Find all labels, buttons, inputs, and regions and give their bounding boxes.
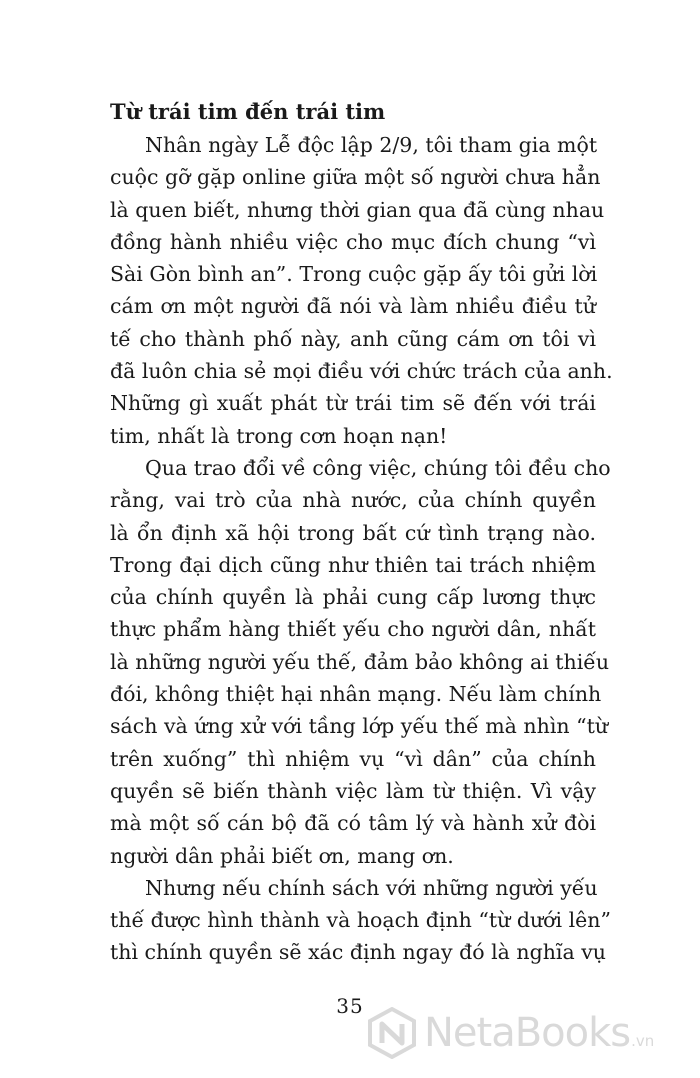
text-line: thế được hình thành và hoạch định “từ dưới lên” bbox=[110, 908, 611, 933]
text-line: tim, nhất là trong cơn hoạn nạn! bbox=[110, 423, 448, 448]
text-line: thì chính quyền sẽ xác định ngay đó là nghĩa vụ bbox=[110, 940, 606, 965]
netabooks-logo-icon bbox=[366, 1007, 418, 1059]
text-line: quyền sẽ biến thành việc làm từ thiện. Vì vậy bbox=[110, 778, 596, 803]
text-line: là quen biết, nhưng thời gian qua đã cùng nhau bbox=[110, 197, 605, 222]
text-line: Nhưng nếu chính sách với những người yếu bbox=[145, 875, 598, 900]
page-text bbox=[110, 98, 613, 969]
text-line: là những người yếu thế, đảm bảo không ai thiếu bbox=[110, 649, 610, 674]
text-line: trên xuống” thì nhiệm vụ “vì dân” của chính bbox=[110, 746, 596, 771]
text-line: cuộc gỡ gặp online giữa một số người chưa hẳn bbox=[110, 165, 601, 190]
text-line: của chính quyền là phải cung cấp lương thực bbox=[110, 585, 596, 610]
text-line: đã luôn chia sẻ mọi điều với chức trách của anh. bbox=[110, 359, 613, 384]
paragraph-1 bbox=[110, 129, 613, 452]
text-line: người dân phải biết ơn, mang ơn. bbox=[110, 843, 454, 868]
text-line: cám ơn một người đã nói và làm nhiều điều tử bbox=[110, 294, 596, 319]
paragraph-3 bbox=[110, 872, 611, 969]
text-line: rằng, vai trò của nhà nước, của chính quyền bbox=[110, 488, 596, 513]
text-line: Trong đại dịch cũng như thiên tai trách nhiệm bbox=[110, 552, 596, 577]
watermark bbox=[366, 1004, 654, 1062]
text-line: Qua trao đổi về công việc, chúng tôi đều cho bbox=[145, 455, 611, 480]
text-line: sách và ứng xử với tầng lớp yếu thế mà nhìn “từ bbox=[110, 714, 609, 739]
watermark-brand: NetaBooks bbox=[424, 1010, 631, 1056]
text-line: thực phẩm hàng thiết yếu cho người dân, nhất bbox=[110, 617, 596, 642]
paragraph-2 bbox=[110, 452, 611, 872]
text-line: là ổn định xã hội trong bất cứ tình trạng nào. bbox=[110, 520, 596, 545]
page-number: 35 bbox=[336, 994, 364, 1018]
text-line: đói, không thiệt hại nhân mạng. Nếu làm chính bbox=[110, 682, 602, 707]
text-line: Nhân ngày Lễ độc lập 2/9, tôi tham gia một bbox=[145, 133, 598, 157]
section-heading: Từ trái tim đến trái tim bbox=[110, 99, 386, 124]
text-line: tế cho thành phố này, anh cũng cám ơn tôi vì bbox=[110, 326, 596, 351]
text-line: Những gì xuất phát từ trái tim sẽ đến với trái bbox=[110, 391, 596, 416]
text-line: Sài Gòn bình an”. Trong cuộc gặp ấy tôi gửi lời bbox=[110, 262, 598, 287]
text-line: mà một số cán bộ đã có tâm lý và hành xử đòi bbox=[110, 811, 596, 836]
text-line: đồng hành nhiều việc cho mục đích chung “vì bbox=[110, 229, 596, 254]
watermark-suffix: .vn bbox=[631, 1032, 655, 1050]
